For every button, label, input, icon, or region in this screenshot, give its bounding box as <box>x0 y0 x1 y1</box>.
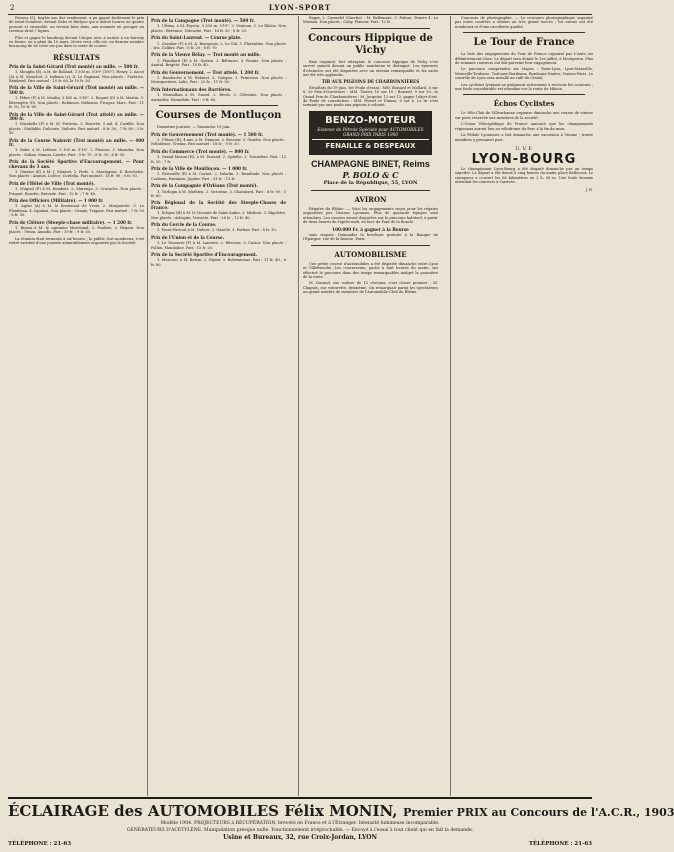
race-title: Prix de la Ville de Montluçon. — 1 000 fr. <box>151 165 248 171</box>
masthead <box>8 2 592 15</box>
column-2 <box>151 16 286 796</box>
article-text: La Pédale Lyonnaise a fait dimanche une excursion à Vienne ; trente membres y prenaient part. <box>455 133 593 142</box>
ad-text: sans risques. Demandez la brochure gratuite à la Banque de l'Épargne, rue de la Bourse, Paris. <box>303 232 438 242</box>
race-title: Prix des Officiers (Militaire). — 1 000 fr. <box>9 198 104 203</box>
article-text: Poissus (S), boghis son dur rendement, a pu gagné facilement le prix de Saint-Guinbert, devant Robs et Burlyne qui a donné bourse au quatre poisons et ensemble, un terrain bien dans, aux nommés en grouper en revenus droit 7 lignes. <box>9 16 144 34</box>
telephone-right: TÉLÉPHONE : 21-63 <box>528 841 592 847</box>
article-text: Le championnat Lyon-Bourg a été disputé dimanche par un temps superbe. Le départ a été donné à cinq heures du matin place Bellecour. Le vainqueur a couvert les 66 kilomètres en 2 h. 08 m. Une foule énorme attendait les coureurs à l'arrivée. <box>455 166 593 185</box>
ad-address: Usine et Bureaux, 32, rue Croix-Jordan, LYON <box>223 834 377 841</box>
race-title: Prix de la Société Sportive d'Encouragement. — Pour chevaux de 3 ans. <box>9 159 144 169</box>
section-heading-pigeons: TIR AUX PIGEONS DE CHARBONNIÈRES <box>321 79 420 85</box>
article-text: Une petite course d'automobiles a été disputée dimanche entre Lyon et Villefranche. Les concurrents, partis à huit heures du matin, ont effectué le parcours dans des temps remarquables malgré la poussière de la route. <box>303 261 438 279</box>
race-result: 1. Mouglin (E), à M. de Rolland, 3 500 m. 5'39" (100"). Henry. 2. Ascot (A) à M. Mouchot. 3. Indiana (s), 4. Le Gagnant. Non placés : Frabrice, Rembard. Pari mutuel : 10 fr. 60, le 10 fr. 50. <box>9 70 144 84</box>
race-title: Prix de la Compagnie d'Orléans (Trot monté). <box>151 183 258 189</box>
ad-agent: P. BOLO & C <box>342 169 399 180</box>
ad-line: GÉNÉRATEURS D'ACÉTYLÈNE. Manipulation presque nulle. Fonctionnement irréprochable. — Envoyé à l'essai à tout client qui en fait la demande. <box>126 828 474 833</box>
race-title: Prix de Gouvernement (Trot monté). — 1 500 fr. <box>151 131 264 137</box>
race-title: Prix du Gouvernement. — Trot attelé. 1 200 fr. <box>151 69 260 75</box>
race-title: Prix de la Société Sportive d'Encouragement. <box>151 252 258 258</box>
race-result: 1. Patrouille (E) à M. Cornet. 2. Saladin. 3. Rosalinde. Non placés : Corbeau, Fantaisie, Jupiter. Pari : 31 fr. ; 13 fr. <box>151 172 286 181</box>
article-text: L'Union Vélocipédique de France annonce que les championnats régionaux auront lieu au vélodrome du Parc à la fin du mois. <box>455 122 593 131</box>
divider <box>463 94 585 95</box>
race-title: Prix du Commerce (Trot monté). — 800 fr. <box>151 148 250 154</box>
race-title: Prix de la Course Nakuvir (Trot monté) au mille. — 400 fr. <box>9 137 144 147</box>
race-title: Prix de la Saint-Gérard (Trot monté) au mille. — 500 fr. <box>9 63 139 69</box>
race-title: Prix de l'Hôtel de Ville (Trot monté). <box>9 180 95 186</box>
section-heading-vichy: Concours Hippique de Vichy <box>308 32 433 56</box>
race-title: Prix de la Ville de Saint-Gérard (Trot attelé) au mille. — 300 fr. <box>9 111 144 121</box>
article-text: Le Vélo-Club de Villeurbanne organise dimanche une course de vitesse sur piste réservée aux membres de la société. <box>455 111 593 120</box>
article-text: Concours de photographie. — Le concours photographique organisé par notre confrère a obtenu un très grand succès ; les envois ont été nombreux et d'une excellente qualité. <box>455 16 593 29</box>
column-rule <box>147 16 148 796</box>
article-text: Deuxième journée. — Dimanche 19 juin. <box>157 125 231 130</box>
race-result: 1. Eclipse (H) à M. le Vicomte de Saint-Aubin. 2. Mirliton. 3. Rigolette. Non placés : Arlequin, Noisette. Pari : 28 fr. ; 12 fr. 40. <box>151 211 286 220</box>
race-title: Prix de la Ville de Saint-Gérard (Trot monté) au mille. — 500 fr. <box>9 85 144 95</box>
divider <box>311 190 430 191</box>
column-1 <box>9 16 144 796</box>
article-text: Flirt et gagne le handicap devant Unique avec à nature à un fairway en forme, on a gêné du 10 mars. Notre vent, elle est, en dernier nombre beaucoup de de cette sur pas dure la sente de course. <box>9 35 144 49</box>
race-result: 1. Ultima, à M. Peyron. 3 200 m. 5'19". 2. Ventoux. 3. Le Rhône. Non placés : Bérénice, Nitouche. Pari : 14 fr. 30 ; 8 fr. 20. <box>151 24 286 33</box>
article-text: Le parcours comprendra six étapes : Paris-Lyon, Lyon-Marseille, Marseille-Toulouse, Toulouse-Bordeaux, Bordeaux-Nantes, Nantes-Paris. Le contrôle de Lyon sera installé au café du Cristal. <box>455 67 593 81</box>
race-result: 1. Robe, à M. Lefèvre. 3 100 m. 5'18". 2. Fleuron. 3. Mazurka. Non placés : Sultan, Manon, Lisette. Pari : 9 fr. 70 ; 8 fr. 30 ; 6 fr. 50. <box>9 148 144 157</box>
telephone-left: TÉLÉPHONE : 21-63 <box>8 841 72 847</box>
column-rule <box>450 16 451 796</box>
column-3 <box>303 16 438 796</box>
race-title: Prix de la Vieuve Bélay. — Trot monté au mille. <box>151 52 261 58</box>
race-title: Prix du Cercle de la Course. <box>151 222 217 227</box>
race-result: 1. Mirabelle (F) à M. M. Portevin. 3. Bourrée. 3 mil. 4. Castille. Non placés : Mathilde, Dulcinée, Violette. Pari mutuel : 8 fr. 50 ; 7 fr. 80 ; 5 fr. 50. <box>9 122 144 136</box>
race-title: Prix Internationaux des Barrières. <box>151 86 232 92</box>
newspaper-title: LYON-SPORT <box>268 3 332 12</box>
advertisement-benzo-moteur <box>309 111 432 155</box>
race-result: 1. Fèbre (F) à M. Moulin. 3 450 m. 5'49". 2. Roquet (D) à M. Martin. 3. Bérengère (D). Non placés : Robinson, Mélusine, Prosper, Marc. Pari : 11 fr. 10, 10 fr. 80. <box>9 96 144 110</box>
race-result: 1. Grand Meaux (H), à M. Durand. 2. Ophélie. 3. Trocadéro. Pari : 12 fr. 50 ; 7 fr. <box>151 155 286 164</box>
section-heading-echos: Échos Cyclistes <box>493 99 555 109</box>
advertisement-bourse: 100.000 Fr. à gagner à la Bourse <box>332 226 409 232</box>
section-heading-lyon-bourg: LYON-BOURG <box>471 151 577 167</box>
race-result: 1. Ultime (H), 4 ans, à M. Dumont. 2. Bravour. 3. Ginette. Non placés : Nébuleuse, Tristan. Pari mutuel : 18 fr. ; 9 fr. 30. <box>151 137 286 147</box>
ad-title: BENZO-MOTEUR <box>325 114 416 126</box>
ad-award: GRAND PRIX PARIS 1900 <box>343 131 398 137</box>
advertisement-champagne <box>305 159 436 186</box>
section-heading-results: RÉSULTATS <box>53 52 100 62</box>
divider <box>159 105 278 106</box>
section-heading-tour-de-france: Le Tour de France <box>473 37 575 49</box>
race-title: Prix Régional de la Société des Steeple-Chases de France. <box>151 200 286 210</box>
ad-main-title: ÉCLAIRAGE des AUTOMOBILES Félix MONIN, <box>8 802 398 820</box>
race-result: 1. Le Tonnerre (F) à M. Lamotte. 2. Rêveuse. 3. Castor. Non placés : Pollux, Mandoline. Pari : 15 fr. 20. <box>151 241 286 250</box>
article-text: La réunion était terminée à six heures ; le public, fort nombreux, s'est retiré satisfait d'une journée admirablement organisée par la Société. <box>9 236 144 246</box>
race-result: 1. Passe-Partout à M. Dubois. 2. Gazelle. 3. Forban. Pari : 8 fr. 10. <box>157 228 277 233</box>
ad-address: Place de la République, 55, LYON <box>323 179 418 186</box>
ad-prize: Premier PRIX au Concours de l'A.C.R., 1903 <box>403 806 674 819</box>
divider <box>311 245 430 246</box>
race-title: Prix de la Campagne (Trot monté). — 500 fr. <box>151 18 255 23</box>
divider <box>463 32 585 33</box>
article-text: Bien organisé, fort attrayant, le concours hippique de Vichy s'est ouvert samedi devant un public nombreux et distingué. Les épreuves d'obstacles ont été disputées avec un entrain remarquable et les sauts ont été très applaudis. <box>303 59 438 78</box>
race-result: 1. Bamboche à M. Rebatel. 2. Galopin. 3. Princesse. Non placés : Mousquetaire, Lalie. Pari : 22 fr. ; 11 fr. 30. <box>151 76 286 85</box>
race-result: 1. Guintor (E) à M. J. Monnet. 2. Perle. 3. Montagnac. 4. Boschette. Non placés : Aramis, Lutèce, Cordelia. Pari mutuel : 18 fr. 90 ; 9 fr. 50. <box>9 169 144 179</box>
article-text: La liste des engagements du Tour de France organisé par L'Auto est définitivement close. Le départ sera donné le 1er juillet, à Montgeron. Plus de soixante coureurs ont fait parvenir leur engagement. <box>455 52 593 66</box>
race-result: 1. Agent (A) à M. le lieutenant de Vreix. 2. Marguerite. 3. Le Flambeau. 4. Ispahan. Non placés : Oriane, Tzigane. Pari mutuel : 7 fr. 50 ; 6 fr. 50. <box>9 204 144 218</box>
ad-title: CHAMPAGNE BINET, Reims <box>311 158 430 169</box>
section-heading-aviron: AVIRON <box>354 194 387 204</box>
ad-brand: FENAILLE & DESPEAUX <box>312 139 429 151</box>
footer-advertisement-monin <box>8 797 674 851</box>
divider <box>311 28 430 29</box>
article-text: Résultats du 19 juin. 1er Poule d'essai : MM. Boisard et Mollard, 8 sur 8. 2e Prix d'Ouverture : MM. Tissier, 10 sur 10 ; Boisard, 9 sur 10. 3e Grand Prix de Charbonnières : M. Jacquier, 12 sur 12, gagne l'objet d'art. 4e Poule de consolation : MM. Pernet et Dumas, 6 sur 6. Le tir s'est terminé par une poule aux pigeons à volonté. <box>303 85 438 108</box>
column-4 <box>455 16 593 796</box>
race-result: 1. Turlupin à M. Mathieu. 2. Victorine. 3. Chambord. Pari : 6 fr. 90 ; 5 fr. 60. <box>151 189 286 198</box>
race-result: 1. Montalban à M. Girard. 2. Rivoli. 3. Célestine. Non placés : Austerlitz, Farandole. Pari : 9 fr. 60. <box>151 93 286 102</box>
author-signature: J. R. <box>585 187 593 192</box>
ad-headline <box>8 801 674 820</box>
race-title: Prix de l'Union et de la Course. <box>151 234 225 240</box>
column-rule <box>298 16 299 796</box>
article-text: Les cyclistes lyonnais se préparent activement à recevoir les coureurs ; une foule considérable est attendue sur la route de Mâcon. <box>455 82 593 92</box>
race-result: 1. Mugnol (F) à M. Rembert. 2. Marengo. 3. Cravache. Non placés : Friquet, Rosette, Bravade. Pari : 12 fr. ; 7 fr. 40. <box>9 187 144 196</box>
race-result: 1. Mercure, à M. Bertin. 2. Zéphir. 3. Bohémienne. Pari : 11 fr. 40 ; 6 fr. 80. <box>151 258 286 267</box>
article-text: Roger, 2. Carondel (Ginette) ; M. Bellemare, 3. Falcon, Pauvre 4. Le Miriaux. Non placés : Gaby, Flaneur, Pari : 12 fr. <box>303 16 438 25</box>
page-number: 2 <box>10 4 15 12</box>
ad-line: Modèle 1904. PROJECTEURS à RÉCUPÉRATION, breveté en France et à l'Étranger. Intensité lumineuse incomparable. <box>160 821 440 826</box>
section-heading-montlucon: Courses de Montluçon <box>155 110 282 122</box>
race-result: 1. Cavalier (F) à M. A. Bourgeois. 2. Le Cid. 3. Florentine. Non placés : Iris, Colibri. Pari : 8 fr. 20 ; 6 fr. 70. <box>151 41 286 51</box>
uvf-label: U. V. F. <box>515 145 533 152</box>
race-title: Prix de Clôture (Steeple-chase militaire). — 1 200 fr. <box>9 219 133 225</box>
race-title: Prix du Saint-Laurent. — Course plate. <box>151 35 242 41</box>
race-result: 1. Biniou à M. le capitaine Marchand. 2. Fanfare. 3. Régent. Non placés : Triton, Amadis. Pari : 19 fr. ; 9 fr. 50. <box>9 226 144 235</box>
ad-tagline: Essence de Pétrole Spéciale pour AUTOMOBILES <box>317 126 424 132</box>
section-heading-automobilisme: AUTOMOBILISME <box>334 249 407 259</box>
article-text: M. Durand, sur voiture de 12 chevaux, s'est classé premier ; M. Chapuis, sur voiturette, deuxième. On remarquait parmi les spectateurs un grand nombre de membres de l'Automobile-Club du Rhône. <box>303 281 438 295</box>
article-text: Régates du Rhône. — Voici les engagements reçus pour les régates organisées par l'Aviron Lyonnais. Plus de quarante équipes sont attendues. Les courses seront disputées sur le parcours habituel, à partir de deux heures de l'après-midi, en face du Pont de la Boucle. <box>303 206 438 225</box>
race-result: 1. Flambard (E) à M. Guérin. 2. Bélisaire. 3. Rosine. Non placés : Amiral, Brigitte. Pari : 10 fr. 40. <box>151 58 286 68</box>
